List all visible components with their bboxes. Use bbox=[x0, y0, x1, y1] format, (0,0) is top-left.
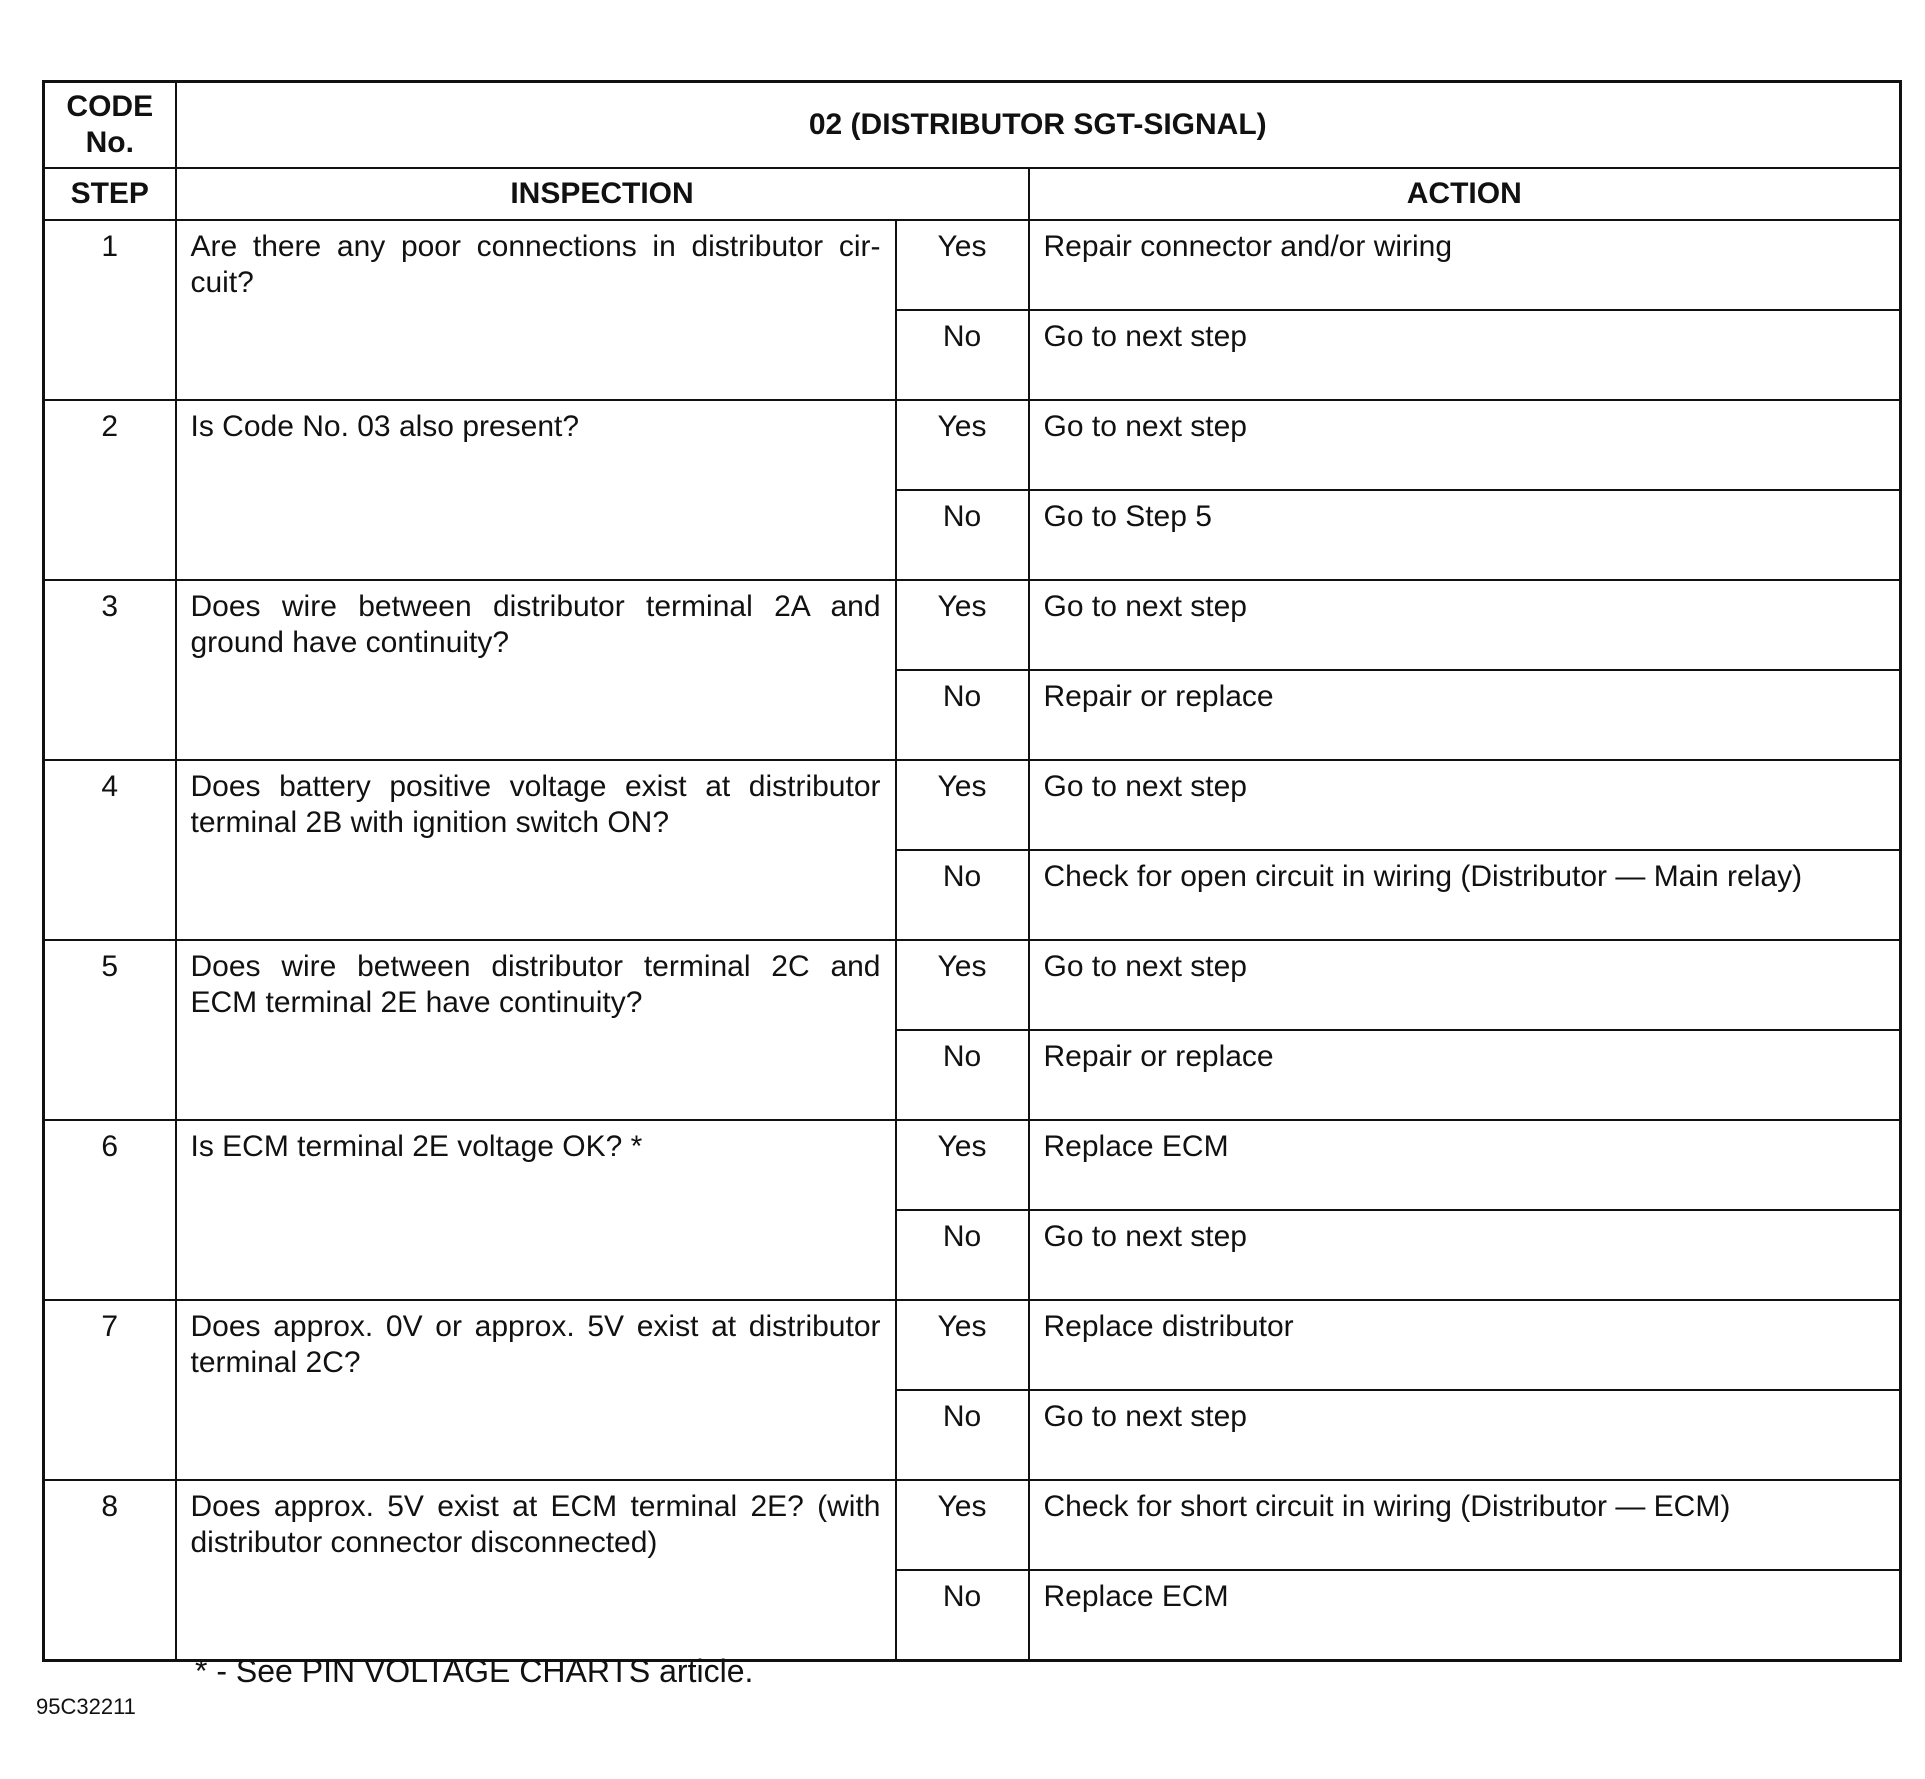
inspection-text: Does battery positive voltage exist at distributor terminal 2B with ignition switch ON? bbox=[176, 760, 896, 940]
step-row-yes bbox=[44, 1480, 1901, 1570]
step-number: 8 bbox=[44, 1480, 176, 1661]
yes-action: Go to next step bbox=[1029, 760, 1901, 850]
diagnostic-table bbox=[42, 80, 1902, 1662]
step-number: 2 bbox=[44, 400, 176, 580]
no-action: Go to next step bbox=[1029, 1390, 1901, 1480]
code-header-row bbox=[44, 82, 1901, 169]
code-title: 02 (DISTRIBUTOR SGT-SIGNAL) bbox=[176, 82, 1901, 169]
inspection-text: Does wire between distributor terminal 2C and ECM terminal 2E have continuity? bbox=[176, 940, 896, 1120]
yes-label: Yes bbox=[896, 220, 1029, 310]
no-label: No bbox=[896, 1030, 1029, 1120]
figure-id: 95C32211 bbox=[36, 1694, 136, 1719]
step-row-yes bbox=[44, 220, 1901, 310]
inspection-text: Does approx. 0V or approx. 5V exist at distributor terminal 2C? bbox=[176, 1300, 896, 1480]
no-label: No bbox=[896, 1390, 1029, 1480]
step-row-yes bbox=[44, 760, 1901, 850]
step-row-yes bbox=[44, 1120, 1901, 1210]
yes-action: Go to next step bbox=[1029, 580, 1901, 670]
no-label: No bbox=[896, 1570, 1029, 1661]
no-label: No bbox=[896, 850, 1029, 940]
no-label: No bbox=[896, 670, 1029, 760]
yes-label: Yes bbox=[896, 400, 1029, 490]
step-header: STEP bbox=[44, 168, 176, 220]
yes-label: Yes bbox=[896, 760, 1029, 850]
code-no-label: CODE No. bbox=[44, 82, 176, 169]
inspection-text: Does wire between distributor terminal 2A and ground have continuity? bbox=[176, 580, 896, 760]
inspection-text: Are there any poor connections in distributor cir-cuit? bbox=[176, 220, 896, 400]
yes-label: Yes bbox=[896, 1300, 1029, 1390]
no-label: No bbox=[896, 490, 1029, 580]
yes-action: Go to next step bbox=[1029, 940, 1901, 1030]
no-label: No bbox=[896, 1210, 1029, 1300]
step-number: 1 bbox=[44, 220, 176, 400]
yes-label: Yes bbox=[896, 940, 1029, 1030]
no-action: Go to next step bbox=[1029, 310, 1901, 400]
yes-label: Yes bbox=[896, 1120, 1029, 1210]
step-row-yes bbox=[44, 580, 1901, 670]
yes-action: Replace distributor bbox=[1029, 1300, 1901, 1390]
step-number: 7 bbox=[44, 1300, 176, 1480]
no-action: Replace ECM bbox=[1029, 1570, 1901, 1661]
inspection-text: Does approx. 5V exist at ECM terminal 2E? (with distributor connector disconnected) bbox=[176, 1480, 896, 1661]
no-action: Repair or replace bbox=[1029, 1030, 1901, 1120]
inspection-text: Is ECM terminal 2E voltage OK? * bbox=[176, 1120, 896, 1300]
action-header: ACTION bbox=[1029, 168, 1901, 220]
inspection-text: Is Code No. 03 also present? bbox=[176, 400, 896, 580]
inspection-header: INSPECTION bbox=[176, 168, 1029, 220]
yes-action: Check for short circuit in wiring (Distributor — ECM) bbox=[1029, 1480, 1901, 1570]
yes-action: Replace ECM bbox=[1029, 1120, 1901, 1210]
yes-label: Yes bbox=[896, 580, 1029, 670]
footnote: * - See PIN VOLTAGE CHARTS article. bbox=[195, 1653, 754, 1689]
no-action: Repair or replace bbox=[1029, 670, 1901, 760]
step-number: 5 bbox=[44, 940, 176, 1120]
step-row-yes bbox=[44, 1300, 1901, 1390]
yes-label: Yes bbox=[896, 1480, 1029, 1570]
yes-action: Go to next step bbox=[1029, 400, 1901, 490]
column-header-row bbox=[44, 168, 1901, 220]
step-row-yes bbox=[44, 940, 1901, 1030]
step-row-yes bbox=[44, 400, 1901, 490]
step-number: 3 bbox=[44, 580, 176, 760]
no-label: No bbox=[896, 310, 1029, 400]
no-action: Check for open circuit in wiring (Distributor — Main relay) bbox=[1029, 850, 1901, 940]
no-action: Go to Step 5 bbox=[1029, 490, 1901, 580]
step-number: 4 bbox=[44, 760, 176, 940]
step-number: 6 bbox=[44, 1120, 176, 1300]
no-action: Go to next step bbox=[1029, 1210, 1901, 1300]
yes-action: Repair connector and/or wiring bbox=[1029, 220, 1901, 310]
